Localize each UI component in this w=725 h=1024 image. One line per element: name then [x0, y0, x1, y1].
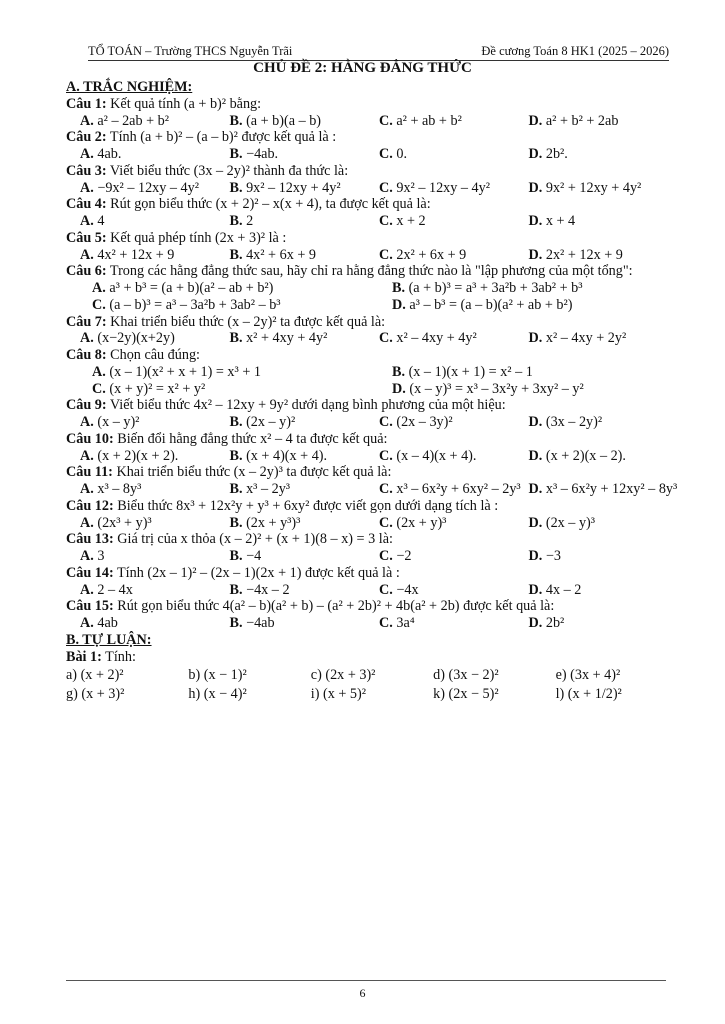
options-10 [66, 448, 678, 465]
option-value: −4 [246, 548, 262, 564]
bai1-heading [66, 649, 678, 666]
question-text: Khai triển biểu thức (x – 2y)² ta được kết quả là: [110, 313, 386, 330]
option-b[interactable] [392, 280, 692, 297]
option-a[interactable] [80, 548, 230, 565]
question-text: Khai triển biểu thức (x – 2y)³ ta được kết quả là: [116, 464, 392, 481]
option-letter: C. [379, 330, 393, 347]
option-value: x³ – 6x²y + 12xy² – 8y³ [545, 481, 678, 497]
exercise-item [433, 667, 555, 684]
option-value: 2x² + 12x + 9 [545, 246, 623, 263]
option-value: −4x – 2 [246, 581, 290, 598]
option-value: 2 [246, 213, 254, 229]
option-c[interactable] [379, 582, 529, 599]
option-value: (a + b)(a – b) [246, 112, 322, 129]
exercise-letter: b) [188, 667, 201, 684]
question-text: Chọn câu đúng: [110, 347, 200, 363]
option-letter: D. [528, 581, 543, 598]
section-b-heading: B. TỰ LUẬN: [66, 631, 152, 648]
option-value: (x + 2)(x – 2). [545, 447, 626, 464]
option-c[interactable] [92, 297, 392, 314]
exercise-letter: e) [555, 667, 567, 684]
option-value: (x – 4)(x + 4). [396, 447, 477, 464]
question-list [66, 96, 678, 632]
option-b[interactable] [230, 615, 380, 632]
option-letter: B. [229, 447, 243, 464]
question-text: Giá trị của x thỏa (x – 2)² + (x + 1)(8 – x) = 3 là: [117, 531, 393, 548]
option-c[interactable] [379, 548, 529, 565]
question-10 [66, 431, 678, 448]
option-letter: B. [229, 414, 243, 430]
exercise-letter: g) [66, 686, 78, 702]
option-c[interactable] [379, 113, 529, 130]
option-letter: C. [379, 548, 393, 564]
option-a[interactable] [80, 481, 230, 498]
option-letter: D. [528, 330, 543, 347]
option-letter: B. [229, 330, 243, 347]
option-d[interactable] [529, 448, 679, 465]
option-letter: A. [92, 363, 106, 380]
question-label: Câu 1: [66, 95, 107, 112]
option-letter: C. [379, 213, 393, 229]
option-value: (x + 2)(x + 2). [97, 447, 179, 464]
option-letter: A. [80, 548, 94, 564]
option-value: x³ – 6x²y + 6xy² – 2y³ [396, 481, 521, 497]
option-c[interactable] [379, 213, 529, 230]
exercise-expression: (3x − 2)² [448, 667, 499, 684]
question-6 [66, 263, 678, 280]
exercise-expression: (2x − 5)² [448, 686, 499, 702]
option-value: 2x² + 6x + 9 [396, 246, 467, 263]
option-value: x + 2 [396, 213, 426, 229]
exercise-item [311, 667, 433, 684]
option-a[interactable] [80, 180, 230, 197]
option-value: a³ – b³ = (a – b)(a² + ab + b²) [409, 296, 573, 313]
option-letter: A. [80, 179, 94, 196]
option-d[interactable] [529, 582, 679, 599]
option-letter: D. [528, 514, 543, 531]
option-value: (x−2y)(x+2y) [97, 330, 175, 347]
option-b[interactable] [230, 113, 380, 130]
option-d[interactable] [529, 213, 679, 230]
question-3 [66, 163, 678, 180]
option-d[interactable] [529, 330, 679, 347]
option-value: 2 – 4x [97, 581, 133, 598]
question-label: Câu 14: [66, 564, 114, 581]
bai1-label: Bài 1: [66, 648, 102, 665]
option-letter: D. [528, 414, 543, 430]
option-d[interactable] [529, 481, 679, 498]
exercise-expression: (x − 1)² [203, 667, 247, 684]
option-a[interactable] [80, 146, 230, 163]
option-letter: D. [528, 481, 543, 497]
question-text: Viết biểu thức (3x – 2y)² thành đa thức là: [109, 162, 349, 179]
options-2 [66, 146, 678, 163]
exercise-expression: (x + 3)² [81, 686, 125, 702]
option-d[interactable] [392, 297, 692, 314]
question-text: Kết quả phép tính (2x + 3)² là : [110, 229, 287, 246]
option-letter: A. [80, 514, 94, 531]
option-value: 4x – 2 [545, 581, 582, 598]
option-a[interactable] [80, 515, 230, 532]
bai1-items [66, 667, 678, 703]
question-label: Câu 10: [66, 430, 114, 447]
question-label: Câu 11: [66, 464, 113, 481]
option-letter: C. [379, 414, 393, 430]
option-letter: D. [528, 615, 543, 631]
exercise-item [311, 686, 433, 703]
option-letter: A. [80, 481, 94, 497]
option-value: (x + 4)(x + 4). [246, 447, 328, 464]
exercise-letter: l) [555, 686, 565, 702]
exercise-item [66, 686, 188, 703]
option-letter: C. [92, 296, 106, 313]
exercise-letter: a) [66, 667, 78, 684]
question-1 [66, 96, 678, 113]
option-value: −4x [396, 581, 419, 598]
option-value: 4 [97, 213, 105, 229]
question-label: Câu 9: [66, 397, 107, 414]
options-9 [66, 414, 678, 431]
option-value: x² – 4xy + 4y² [396, 330, 477, 347]
option-value: (a – b)³ = a³ – 3a²b + 3ab² – b³ [109, 296, 281, 313]
exercise-expression: (x + 5)² [323, 686, 366, 702]
question-text: Rút gọn biểu thức 4(a² – b)(a² + b) – (a² + 2b)² + 4b(a² + 2b) được kết quả là: [117, 598, 555, 615]
option-a[interactable] [80, 414, 230, 431]
question-text: Kết quả tính (a + b)² bằng: [110, 95, 262, 112]
option-letter: B. [229, 179, 243, 196]
option-letter: D. [528, 146, 543, 162]
option-letter: A. [80, 146, 94, 162]
options-13 [66, 548, 678, 565]
exercise-letter: d) [433, 667, 445, 684]
options-4 [66, 213, 678, 230]
option-d[interactable] [529, 180, 679, 197]
option-value: 0. [396, 146, 407, 162]
option-value: (3x – 2y)² [545, 414, 603, 430]
exercise-item [188, 686, 310, 703]
option-value: (x + y)² = x² + y² [109, 380, 206, 397]
question-5 [66, 230, 678, 247]
option-value: 9x² – 12xy – 4y² [396, 179, 490, 196]
options-14 [66, 582, 678, 599]
option-value: 2b². [545, 146, 568, 162]
option-value: (2x – y)³ [545, 514, 596, 531]
option-letter: C. [379, 447, 393, 464]
question-text: Rút gọn biểu thức (x + 2)² – x(x + 4), ta được kết quả là: [110, 196, 431, 213]
exercise-letter: h) [188, 686, 201, 702]
option-letter: B. [229, 548, 243, 564]
option-value: x² + 4xy + 4y² [246, 330, 328, 347]
exercise-expression: (x + 1/2)² [567, 686, 622, 702]
options-8 [66, 364, 678, 398]
option-b[interactable] [392, 364, 692, 381]
option-b[interactable] [230, 180, 380, 197]
exercise-item [188, 667, 310, 684]
option-value: x³ – 2y³ [246, 481, 291, 497]
question-label: Câu 6: [66, 263, 107, 280]
question-text: Tính (2x – 1)² – (2x – 1)(2x + 1) được kết quả là : [117, 564, 400, 581]
option-letter: C. [92, 380, 106, 397]
option-letter: C. [379, 179, 393, 196]
question-label: Câu 7: [66, 313, 107, 330]
option-value: −4ab. [246, 146, 279, 162]
option-d[interactable] [529, 146, 679, 163]
option-d[interactable] [529, 113, 679, 130]
option-b[interactable] [230, 330, 380, 347]
options-6 [66, 280, 678, 314]
question-label: Câu 5: [66, 229, 107, 246]
option-value: −4ab [246, 615, 275, 631]
question-11 [66, 464, 678, 481]
option-value: x² – 4xy + 2y² [545, 330, 627, 347]
option-value: (x – y)³ = x³ – 3x²y + 3xy² – y² [409, 380, 584, 397]
option-value: 9x² – 12xy + 4y² [246, 179, 341, 196]
question-12 [66, 498, 678, 515]
question-label: Câu 2: [66, 129, 107, 146]
question-label: Câu 15: [66, 598, 114, 615]
option-letter: D. [528, 112, 543, 129]
option-letter: D. [392, 296, 406, 313]
option-letter: D. [528, 213, 543, 229]
option-value: a² + b² + 2ab [545, 112, 619, 129]
option-letter: C. [379, 514, 393, 531]
question-label: Câu 4: [66, 196, 107, 213]
options-1 [66, 113, 678, 130]
option-c[interactable] [92, 381, 392, 398]
option-letter: B. [229, 581, 243, 598]
exercise-letter: c) [310, 667, 322, 684]
option-letter: C. [379, 112, 393, 129]
option-value: (x – y)² [97, 414, 140, 430]
option-letter: A. [80, 112, 94, 129]
option-letter: C. [379, 481, 393, 497]
option-letter: A. [80, 330, 94, 347]
exercise-item [556, 667, 678, 684]
option-a[interactable] [80, 213, 230, 230]
exercise-expression: (3x + 4)² [570, 667, 621, 684]
option-a[interactable] [92, 364, 392, 381]
question-2 [66, 129, 678, 146]
option-letter: B. [392, 280, 406, 296]
option-b[interactable] [230, 481, 380, 498]
option-value: (a + b)³ = a³ + 3a²b + 3ab² + b³ [408, 280, 583, 296]
option-letter: B. [229, 213, 243, 229]
question-label: Câu 3: [66, 162, 107, 179]
option-c[interactable] [379, 146, 529, 163]
options-5 [66, 247, 678, 264]
page-header [88, 44, 669, 61]
option-letter: A. [80, 447, 94, 464]
option-letter: B. [229, 615, 243, 631]
option-value: −3 [545, 548, 561, 564]
option-a[interactable] [92, 280, 392, 297]
exercise-item [66, 667, 188, 684]
option-d[interactable] [529, 247, 679, 264]
option-value: (2x + y³)³ [246, 514, 301, 531]
option-letter: D. [392, 380, 406, 397]
option-value: 3a⁴ [396, 615, 415, 631]
option-letter: B. [392, 363, 406, 380]
option-value: 4ab. [97, 146, 122, 162]
option-letter: A. [80, 246, 94, 263]
exercise-expression: (x − 4)² [203, 686, 247, 702]
option-value: a² + ab + b² [396, 112, 462, 129]
option-value: (2x³ + y)³ [97, 514, 152, 531]
option-letter: D. [528, 179, 543, 196]
option-a[interactable] [80, 615, 230, 632]
option-a[interactable] [80, 247, 230, 264]
bai1-text: Tính: [105, 648, 136, 665]
options-11 [66, 481, 678, 498]
option-letter: A. [80, 414, 94, 430]
section-a-heading: A. TRẮC NGHIỆM: [66, 79, 193, 95]
option-value: (x – 1)(x² + x + 1) = x³ + 1 [109, 363, 261, 380]
option-letter: B. [229, 112, 243, 129]
option-letter: C. [379, 146, 393, 162]
option-letter: B. [229, 481, 243, 497]
options-3 [66, 180, 678, 197]
footer-rule [66, 980, 666, 981]
option-letter: A. [80, 213, 94, 229]
option-value: (2x – y)² [246, 414, 296, 430]
question-label: Câu 13: [66, 531, 114, 548]
option-value: a³ + b³ = (a + b)(a² – ab + b²) [109, 280, 274, 296]
option-letter: D. [528, 447, 543, 464]
option-value: x³ – 8y³ [97, 481, 142, 497]
option-letter: A. [80, 581, 94, 598]
chapter-title: CHỦ ĐỀ 2: HẰNG ĐẲNG THỨC [253, 60, 472, 76]
option-d[interactable] [529, 515, 679, 532]
option-c[interactable] [379, 615, 529, 632]
option-b[interactable] [230, 448, 380, 465]
option-letter: B. [229, 514, 243, 531]
option-value: 4x² + 12x + 9 [97, 246, 175, 263]
option-b[interactable] [230, 515, 380, 532]
exercise-row [66, 667, 678, 684]
option-letter: B. [229, 246, 243, 263]
option-value: (2x – 3y)² [396, 414, 453, 430]
option-c[interactable] [379, 414, 529, 431]
question-text: Trong các hằng đẳng thức sau, hãy chỉ ra hằng đẳng thức nào là "lập phương của một tổng": [109, 263, 633, 280]
exercise-letter: k) [433, 686, 445, 702]
option-c[interactable] [379, 481, 529, 498]
question-label: Câu 12: [66, 497, 114, 514]
option-b[interactable] [230, 414, 380, 431]
option-c[interactable] [379, 515, 529, 532]
option-value: x + 4 [545, 213, 576, 229]
exercise-expression: (x + 2)² [80, 667, 124, 684]
question-9 [66, 397, 678, 414]
option-letter: B. [229, 146, 243, 162]
exercise-item [556, 686, 678, 703]
option-b[interactable] [230, 213, 380, 230]
option-a[interactable] [80, 582, 230, 599]
options-12 [66, 515, 678, 532]
option-value: 9x² + 12xy + 4y² [545, 179, 642, 196]
question-15 [66, 598, 678, 615]
option-b[interactable] [230, 582, 380, 599]
option-value: −9x² – 12xy – 4y² [97, 179, 199, 196]
option-value: (x – 1)(x + 1) = x² – 1 [408, 363, 533, 380]
question-14 [66, 565, 678, 582]
option-letter: D. [528, 548, 543, 564]
option-d[interactable] [529, 548, 679, 565]
option-c[interactable] [379, 448, 529, 465]
option-a[interactable] [80, 448, 230, 465]
option-a[interactable] [80, 330, 230, 347]
exercise-letter: i) [310, 686, 320, 702]
content [66, 79, 678, 703]
exercise-item [433, 686, 555, 703]
option-letter: A. [92, 280, 106, 296]
option-c[interactable] [379, 247, 529, 264]
question-text: Biểu thức 8x³ + 12x²y + y³ + 6xy² được viết gọn dưới dạng tích là : [117, 497, 499, 514]
option-letter: C. [379, 615, 393, 631]
option-value: 4ab [97, 615, 118, 631]
header-right: Đề cương Toán 8 HK1 (2025 – 2026) [481, 44, 669, 58]
option-value: −2 [396, 548, 412, 564]
options-15 [66, 615, 678, 632]
option-letter: C. [379, 581, 393, 598]
page-number: 6 [359, 986, 366, 1000]
question-8 [66, 347, 678, 364]
question-text: Biến đổi hằng đẳng thức x² – 4 ta được kết quả: [117, 430, 388, 447]
option-value: (2x + y)³ [396, 514, 447, 531]
question-13 [66, 531, 678, 548]
exercise-row [66, 686, 678, 703]
question-text: Viết biểu thức 4x² – 12xy + 9y² dưới dạng bình phương của một hiệu: [109, 397, 506, 414]
options-7 [66, 330, 678, 347]
option-b[interactable] [230, 247, 380, 264]
option-letter: A. [80, 615, 94, 631]
header-left: TỔ TOÁN – Trường THCS Nguyễn Trãi [88, 44, 293, 58]
question-label: Câu 8: [66, 347, 107, 363]
option-b[interactable] [230, 548, 380, 565]
option-letter: D. [528, 246, 543, 263]
option-a[interactable] [80, 113, 230, 130]
option-letter: C. [379, 246, 393, 263]
question-4 [66, 196, 678, 213]
option-value: 2b² [545, 615, 565, 631]
option-d[interactable] [392, 381, 692, 398]
option-c[interactable] [379, 180, 529, 197]
option-b[interactable] [230, 146, 380, 163]
question-text: Tính (a + b)² – (a – b)² được kết quả là : [109, 129, 337, 146]
question-7 [66, 314, 678, 331]
option-c[interactable] [379, 330, 529, 347]
option-value: 4x² + 6x + 9 [246, 246, 316, 263]
option-value: 3 [97, 548, 105, 564]
option-value: a² – 2ab + b² [97, 112, 170, 129]
exercise-expression: (2x + 3)² [325, 667, 376, 684]
option-d[interactable] [529, 414, 679, 431]
option-d[interactable] [529, 615, 679, 632]
